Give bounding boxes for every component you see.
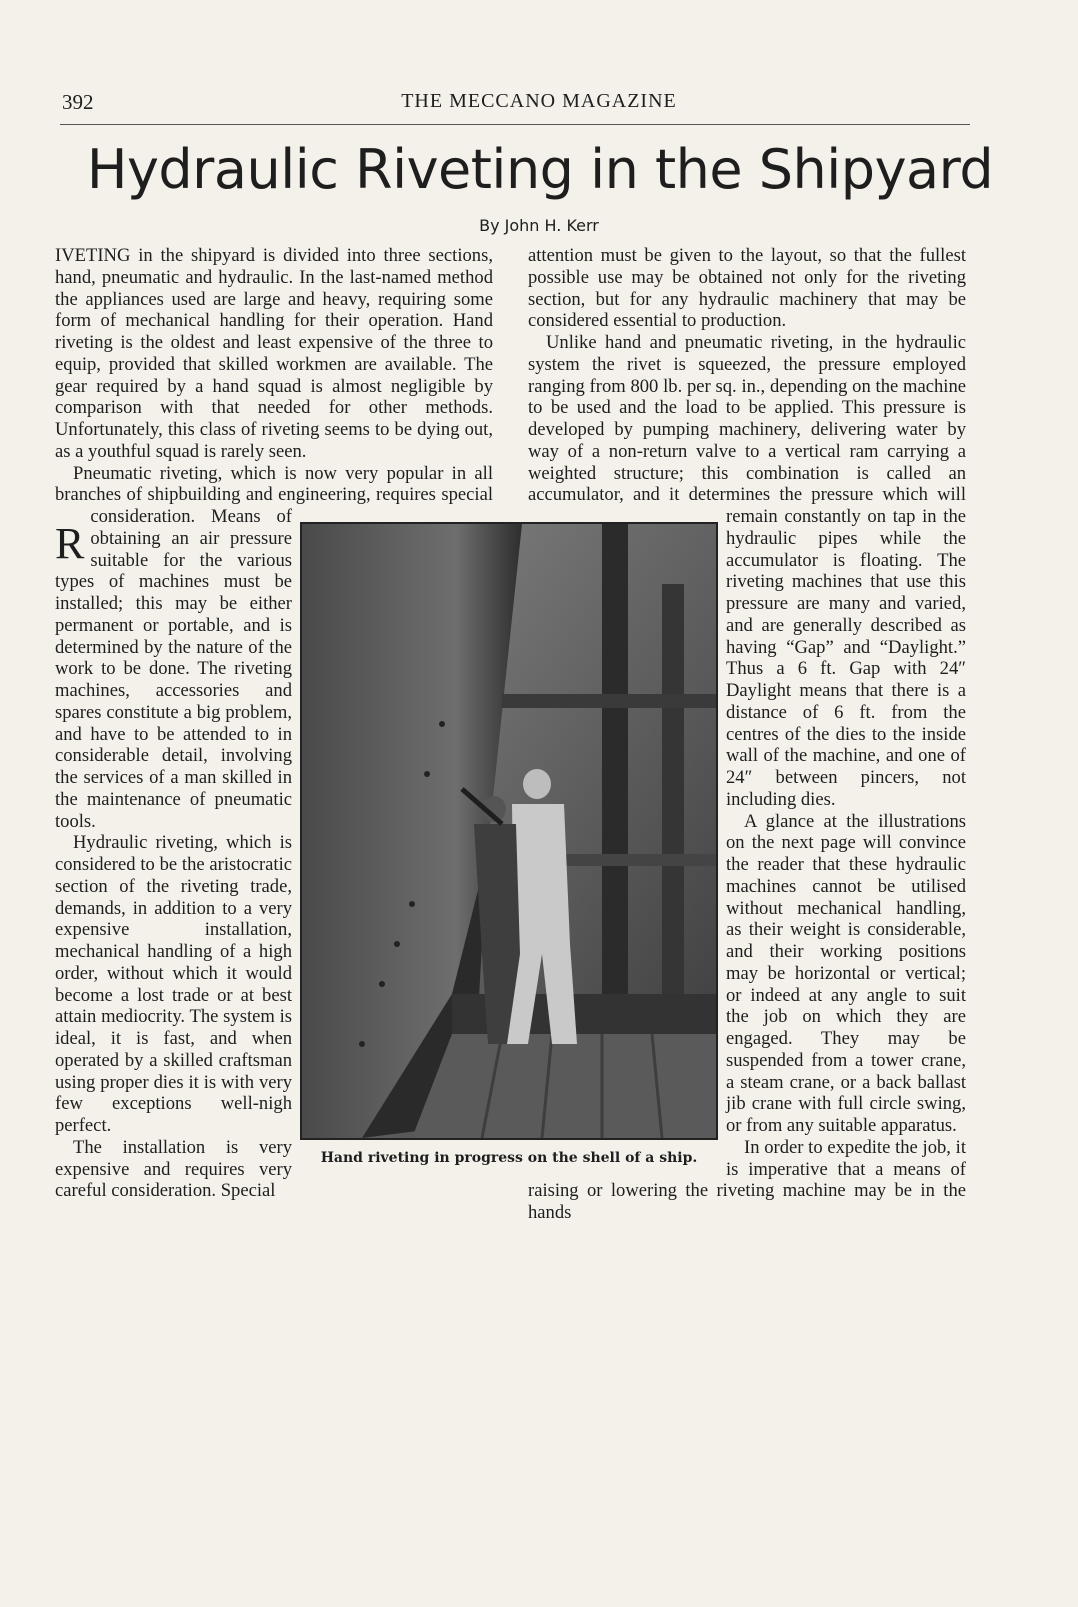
- paragraph-pressure: Unlike hand and pneumatic riveting, in the hydraulic system the rivet is squeezed, the pressure employed ranging from 800 lb. per sq. in., depending on the machine to be used and the load to be applied. This pressure is developed by pumping machinery, delivering water by way of a non-return valve to a vertical ram carrying a weighted structure; this combination is called an accumulator, and it determines the pressure which will remain constantly on tap in the hydraulic pipes while the accumulator is floating. The riveting machines that use this pressure are many and varied, and are generally described as having “Gap” and “Daylight.” Thus a 6 ft. Gap with 24″ Daylight means that there is a distance of 6 ft. from the centres of the dies to the inside wall of the machine, and one of 24″ between pincers, not including dies.: [528, 332, 966, 810]
- paragraph-installation: The installation is very expensive and requires very careful consideration. Special: [55, 1136, 292, 1202]
- figure: [300, 522, 718, 1138]
- figure-caption: Hand riveting in progress on the shell of a ship.: [320, 1150, 698, 1166]
- paragraph-layout: attention must be given to the layout, so that the fullest possible use may be obtained not only for the riveting section, but for any hydraulic machinery that may be considered essential to production.: [528, 245, 966, 332]
- photo-riveters-on-hull: [300, 522, 718, 1140]
- article-title: Hydraulic Riveting in the Shipyard: [86, 138, 994, 201]
- paragraph-machines: A glance at the illustrations on the next page will convince the reader that these hydraulic machines cannot be utilised without mechanical handling, as their weight is considerable, and their working positions may be horizontal or vertical; or indeed at any angle to suit the job on which they are engaged. They may be suspended from a tower crane, a steam crane, or a back ballast jib crane with full circle swing, or from any suitable apparatus.: [726, 810, 966, 1136]
- page-number: 392: [62, 90, 94, 114]
- paragraph-expedite: In order to expedite the job, it is imperative that a means of raising or lowering the riveting machine may be in the hands: [528, 1136, 966, 1223]
- paragraph-hydraulic: Hydraulic riveting, which is considered to be the aristocratic section of the riveting trade, demands, in addition to a very expensive installation, mechanical handling of a high order, without which it would become a lost trade or at best attain mediocrity. The system is ideal, it is fast, and when operated by a skilled craftsman using proper dies it is with very few exceptions well-nigh perfect.: [55, 832, 292, 1136]
- paragraph-pneumatic: Pneumatic riveting, which is now very popular in all branches of shipbuilding and engineering, requires special consideration. Means of obtaining an air pressure suitable for the various types of machines must be installed; this may be either permanent or portable, and is determined by the nature of the work to be done. The riveting machines, accessories and spares constitute a big problem, and have to be attended to in considerable detail, involving the services of a man skilled in the maintenance of pneumatic tools.: [55, 462, 493, 832]
- paragraph-intro-text: IVETING in the shipyard is divided into three sections, hand, pneumatic and hydraulic. In the last-named method the appliances used are large and heavy, requiring some form of mechanical handling for their operation. Hand riveting is the oldest and least expensive of the three to equip, provided that skilled workmen are available. The gear required by a hand squad is almost negligible by comparison with that needed for other methods. Unfortunately, this class of riveting seems to be dying out, as a youthful squad is rarely seen.: [55, 245, 493, 462]
- paragraph-intro: [55, 245, 493, 568]
- running-head: THE MECCANO MAGAZINE: [401, 90, 677, 112]
- drop-cap: R: [55, 519, 85, 568]
- byline: By John H. Kerr: [479, 216, 599, 235]
- header-rule: [60, 124, 970, 125]
